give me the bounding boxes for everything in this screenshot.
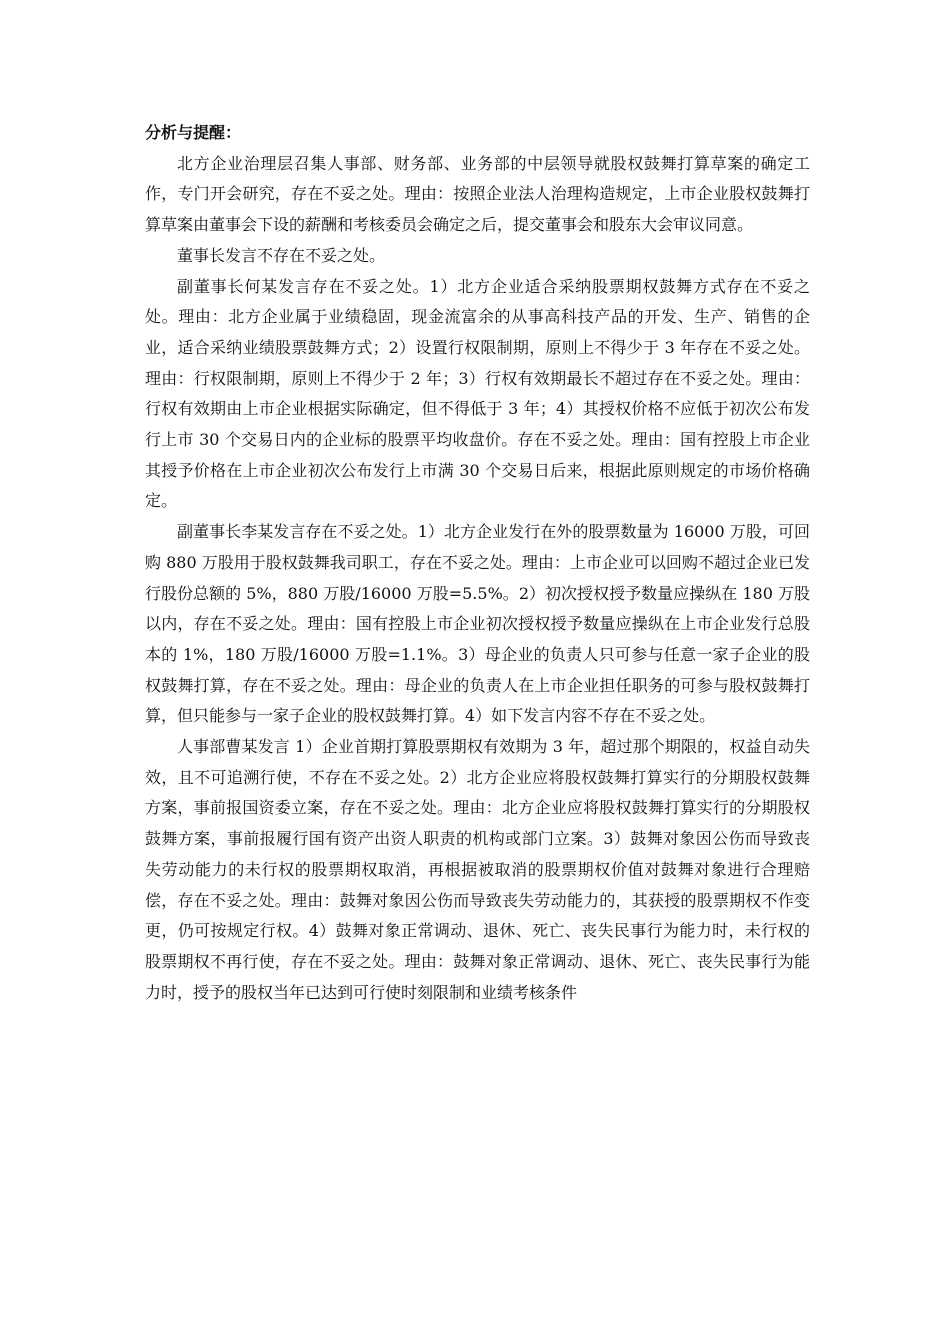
section-heading: 分析与提醒： — [145, 123, 242, 142]
paragraph-chairman: 董事长发言不存在不妥之处。 — [177, 245, 386, 265]
document-body — [145, 118, 810, 1008]
paragraph-governance: 北方企业治理层召集人事部、财务部、业务部的中层领导就股权鼓舞打算草案的确定工作，专门开会研究，存在不妥之处。理由：按照企业法人治理构造规定，上市企业股权鼓舞打算草案由董事会下设的薪酬和考核委员会确定之后，提交董事会和股东大会审议同意。 — [145, 153, 810, 235]
paragraph-vice-chairman-he: 副董事长何某发言存在不妥之处。1）北方企业适合采纳股票期权鼓舞方式存在不妥之处。理由：北方企业属于业绩稳固，现金流富余的从事高科技产品的开发、生产、销售的企业，适合采纳业绩股票鼓舞方式；2）设置行权限制期，原则上不得少于 3 年存在不妥之处。理由：行权限制期，原则上不得少于 2 年；3）行权有效期最长不超过存在不妥之处。理由：行权有效期由上市企业根据实际确定，但不得低于 3 年；4）其授权价格不应低于初次公布发行上市 30 个交易日内的企业标的股票平均收盘价。存在不妥之处。理由：国有控股上市企业其授予价格在上市企业初次公布发行上市满 30 个交易日后来，根据此原则规定的市场价格确定。 — [145, 276, 810, 511]
paragraph-vice-chairman-li: 副董事长李某发言存在不妥之处。1）北方企业发行在外的股票数量为 16000 万股，可回购 880 万股用于股权鼓舞我司职工，存在不妥之处。理由：上市企业可以回购不超过企业已发行股份总额的 5%，880 万股/16000 万股=5.5%。2）初次授权授予数量应操纵在 180 万股以内，存在不妥之处。理由：国有控股上市企业初次授权授予数量应操纵在上市企业发行总股本的 1%，180 万股/16000 万股=1.1%。3）母企业的负责人只可参与任意一家子企业的股权鼓舞打算，存在不妥之处。理由：母企业的负责人在上市企业担任职务的可参与股权鼓舞打算，但只能参与一家子企业的股权鼓舞打算。4）如下发言内容不存在不妥之处。 — [145, 522, 810, 726]
paragraph-hr-cao: 人事部曹某发言 1）企业首期打算股票期权有效期为 3 年，超过那个期限的，权益自动失效，且不可追溯行使，不存在不妥之处。2）北方企业应将股权鼓舞打算实行的分期股权鼓舞方案，事前报国资委立案，存在不妥之处。理由：北方企业应将股权鼓舞打算实行的分期股权鼓舞方案，事前报履行国有资产出资人职责的机构或部门立案。3）鼓舞对象因公伤而导致丧失劳动能力的未行权的股票期权取消，再根据被取消的股票期权价值对鼓舞对象进行合理赔偿，存在不妥之处。理由：鼓舞对象因公伤而导致丧失劳动能力的，其获授的股票期权不作变更，仍可按规定行权。4）鼓舞对象正常调动、退休、死亡、丧失民事行为能力时，未行权的股票期权不再行使，存在不妥之处。理由：鼓舞对象正常调动、退休、死亡、丧失民事行为能力时，授予的股权当年已达到可行使时刻限制和业绩考核条件 — [145, 737, 810, 1002]
